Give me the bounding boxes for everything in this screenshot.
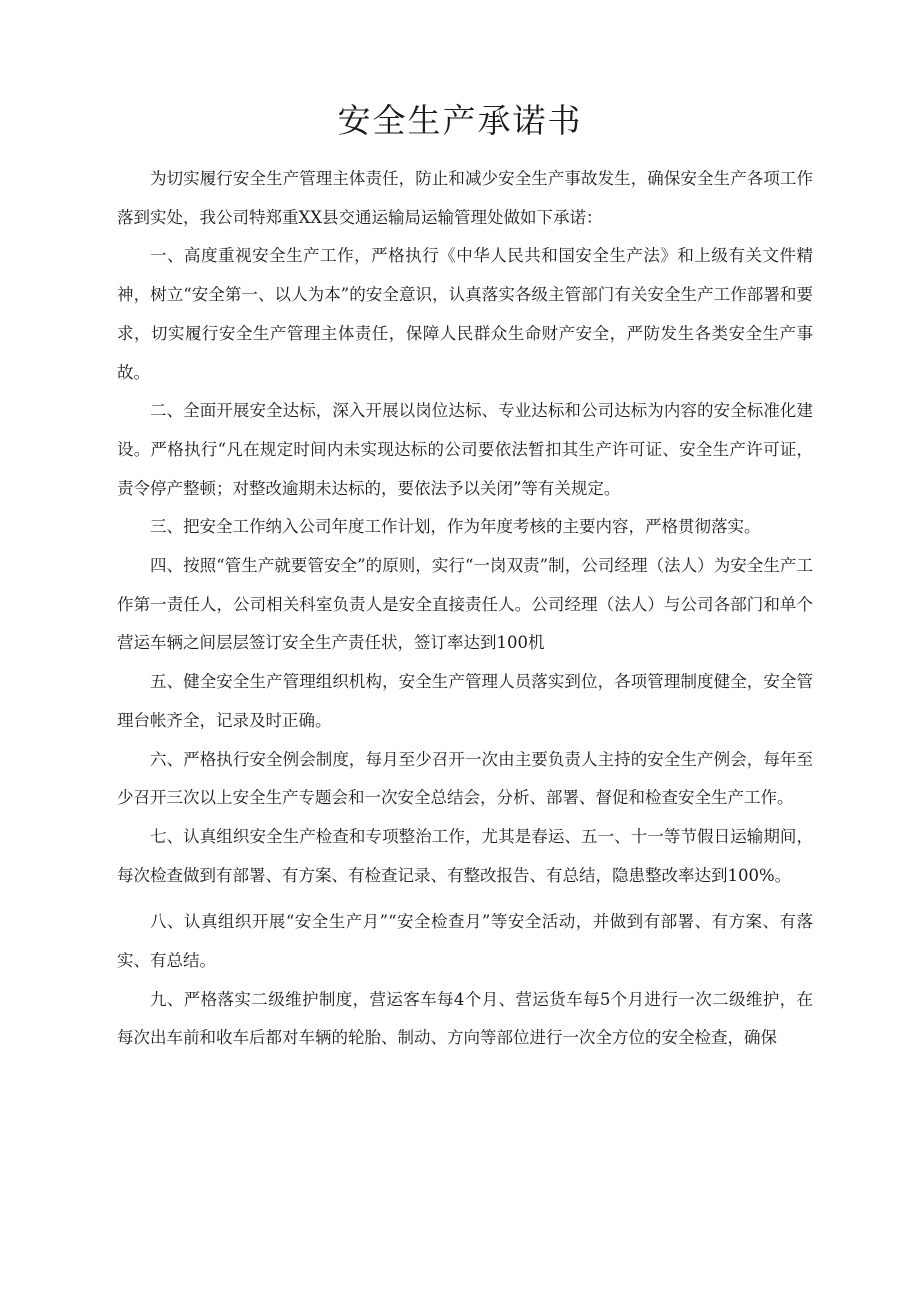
commitment-item-3: 三、把安全工作纳入公司年度工作计划，作为年度考核的主要内容，严格贯彻落实。 <box>150 517 761 537</box>
document-body <box>117 160 813 1058</box>
commitment-item-9: 九、严格落实二级维护制度，营运客车每4个月、营运货车每5个月进行一次二级维护，在每次出车前和收车后都对车辆的轮胎、制动、方向等部位进行一次全方位的安全检查，确保 <box>117 989 813 1048</box>
commitment-item-1: 一、高度重视安全生产工作，严格执行《中华人民共和国安全生产法》和上级有关文件精神，树立“安全第一、以人为本”的安全意识，认真落实各级主管部门有关安全生产工作部署和要求，切实履行安全生产管理主体责任，保障人民群众生命财产安全，严防发生各类安全生产事故。 <box>117 246 813 382</box>
commitment-item-7: 七、认真组织安全生产检查和专项整治工作，尤其是春运、五一、十一等节假日运输期间，每次检查做到有部署、有方案、有检查记录、有整改报告、有总结，隐患整改率达到100%。 <box>117 826 813 885</box>
commitment-item-4: 四、按照“管生产就要管安全”的原则，实行“一岗双责”制，公司经理（法人）为安全生产工作第一责任人，公司相关科室负责人是安全直接责任人。公司经理（法人）与公司各部门和单个营运车辆之间层层签订安全生产责任状，签订率达到100机 <box>117 556 813 653</box>
intro-paragraph: 为切实履行安全生产管理主体责任，防止和减少安全生产事故发生，确保安全生产各项工作落到实处，我公司特郑重XX县交通运输局运输管理处做如下承诺： <box>117 169 813 227</box>
commitment-item-6: 六、严格执行安全例会制度，每月至少召开一次由主要负责人主持的安全生产例会，每年至少召开三次以上安全生产专题会和一次安全总结会，分析、部署、督促和检查安全生产工作。 <box>117 749 813 808</box>
commitment-item-8: 八、认真组织开展“安全生产月”“安全检查月”等安全活动，并做到有部署、有方案、有落实、有总结。 <box>117 912 813 971</box>
document-title: 安全生产承诺书 <box>337 101 583 140</box>
commitment-item-5: 五、健全安全生产管理组织机构，安全生产管理人员落实到位，各项管理制度健全，安全管理台帐齐全，记录及时正确。 <box>117 672 813 730</box>
commitment-item-2: 二、全面开展安全达标，深入开展以岗位达标、专业达标和公司达标为内容的安全标准化建设。严格执行“凡在规定时间内未实现达标的公司要依法暂扣其生产许可证、安全生产许可证，责令停产整顿；对整改逾期未达标的，要依法予以关闭”等有关规定。 <box>117 401 813 498</box>
